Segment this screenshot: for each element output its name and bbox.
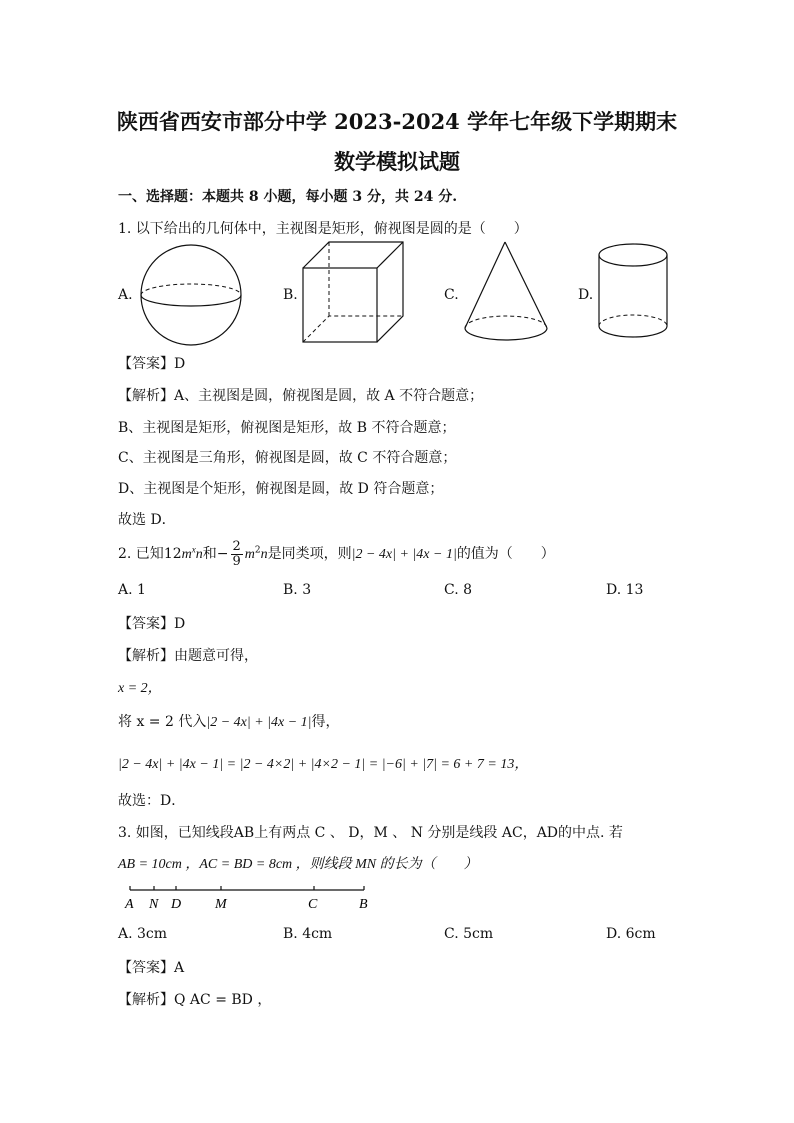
page-title-line1: 陕西省西安市部分中学 2023-2024 学年七年级下学期期末 <box>116 109 678 134</box>
question-3-stem-line2: AB = 10cm ，AC = BD = 8cm ，则线段 MN 的长为（ ） <box>118 857 478 872</box>
sphere-figure <box>140 244 244 348</box>
q1-analysis-line: D、主视图是个矩形，俯视图是圆，故 D 符合题意； <box>118 481 444 497</box>
q1-option-b: B. <box>283 287 298 303</box>
q3-option-c: C. 5cm <box>444 926 494 942</box>
section-heading: 一、选择题：本题共 8 小题，每小题 3 分，共 24 分. <box>118 189 458 205</box>
absolute-value-expression: |2 − 4x| + |4x − 1| <box>351 547 457 563</box>
fraction: $\frac{2}{9}$ <box>232 539 241 569</box>
cone-figure <box>462 240 552 344</box>
q2-substitution: 将 x = 2 代入|2 − 4x| + |4x − 1|得， <box>118 714 340 730</box>
q1-option-c: C. <box>444 287 459 303</box>
question-3-stem-line1: 3. 如图，已知线段AB上有两点 C 、 D，M 、 N 分别是线段 AC，AD的中点. 若 <box>118 825 623 841</box>
point-label-n: N <box>149 897 159 912</box>
q2-option-b: B. 3 <box>283 582 312 598</box>
q3-option-a: A. 3cm <box>118 926 168 942</box>
cube-figure <box>300 238 406 344</box>
q2-conclusion: 故选：D． <box>118 793 186 809</box>
q1-analysis-line: 故选 D． <box>118 512 176 528</box>
q1-answer: 【答案】D <box>118 356 186 372</box>
point-label-b: B <box>359 897 368 912</box>
q2-calculation: |2 − 4x| + |4x − 1| = |2 − 4×2| + |4×2 − 1| = |−6| + |7| = 6 + 7 = 13， <box>118 757 529 772</box>
page-title-line2: 数学模拟试题 <box>334 149 460 174</box>
q2-analysis-intro: 【解析】由题意可得， <box>118 648 258 664</box>
q3-answer: 【答案】A <box>118 960 185 976</box>
q3-analysis: 【解析】Q AC = BD ， <box>118 992 272 1008</box>
q2-option-a: A. 1 <box>118 582 146 598</box>
q1-analysis-line: B、主视图是矩形，俯视图是矩形，故 B 不符合题意； <box>118 420 456 436</box>
point-label-d: D <box>171 897 182 912</box>
q2-answer: 【答案】D <box>118 616 186 632</box>
q2-option-c: C. 8 <box>444 582 473 598</box>
point-label-m: M <box>215 897 227 912</box>
point-label-a: A <box>125 897 134 912</box>
cylinder-figure <box>598 242 672 342</box>
point-label-c: C <box>308 897 318 912</box>
q1-analysis-line: C、主视图是三角形，俯视图是圆，故 C 不符合题意； <box>118 450 457 466</box>
q1-option-a: A. <box>118 287 133 303</box>
q2-x-value: x = 2， <box>118 681 162 696</box>
q3-option-b: B. 4cm <box>283 926 333 942</box>
question-1-stem: 1. 以下给出的几何体中，主视图是矩形，俯视图是圆的是（ ） <box>118 221 528 237</box>
q3-option-d: D. 6cm <box>606 926 656 942</box>
question-2-stem: 2. 已知$12m^xn$和− $\frac{2}{9}$ $m^2n$是同类项，则|2 − 4x| + |4x − 1|的值为（ ） <box>118 539 555 569</box>
q2-option-d: D. 13 <box>606 582 644 598</box>
q1-option-d: D. <box>578 287 594 303</box>
q1-analysis-line: 【解析】A、主视图是圆，俯视图是圆，故 A 不符合题意； <box>118 388 484 404</box>
segment-figure <box>124 880 374 910</box>
